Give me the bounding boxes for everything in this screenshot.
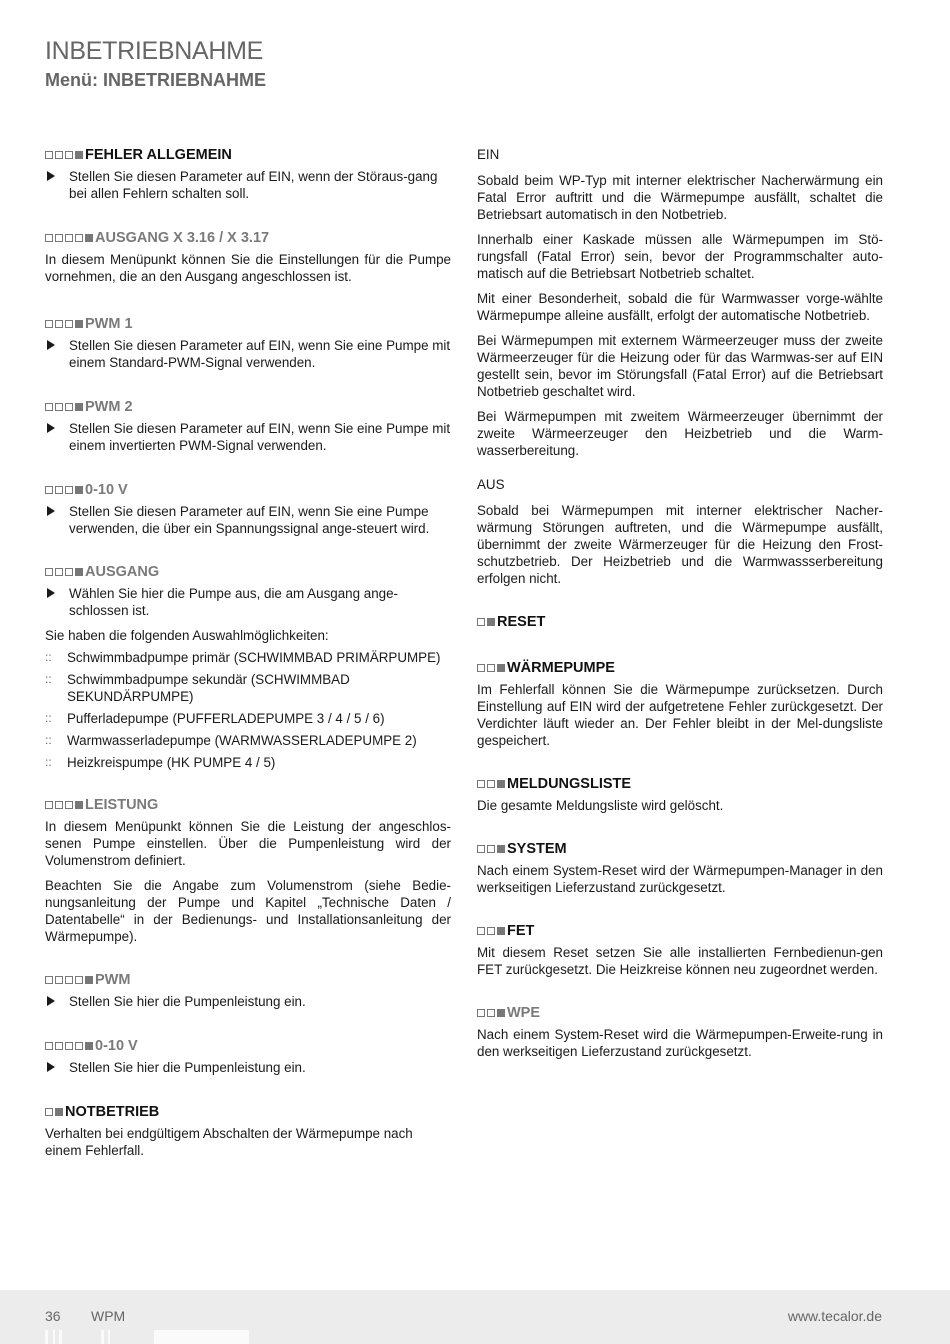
section-text: Nach einem System-Reset wird der Wärmepumpen-Manager in den werkseitigen Lieferzustand zurückgesetzt.	[477, 863, 883, 895]
option-ein-heading: EIN	[477, 147, 500, 162]
section-text: Mit diesem Reset setzen Sie alle installierten Fernbedienun-gen FET zurückgesetzt. Die Heizkreise können neu zugeordnet werden.	[477, 945, 883, 977]
section-title: SYSTEM	[507, 841, 567, 857]
level-icon	[45, 320, 83, 328]
dots-bullet-icon: ::	[45, 755, 52, 769]
level-icon	[45, 151, 83, 159]
list-item-text: Pufferladepumpe (PUFFERLADEPUMPE 3 / 4 / 5 / 6)	[67, 711, 385, 726]
level-icon	[477, 845, 505, 853]
triangle-bullet-icon	[47, 996, 55, 1006]
section-fet	[477, 922, 883, 940]
page-subtitle: Menü: INBETRIEBNAHME	[45, 70, 266, 90]
section-text: Beachten Sie die Angabe zum Volumenstrom (siehe Bedie-nungsanleitung der Pumpe und Kapitel „Technische Daten / Datentabelle“ in der Bedienungs- und Installationsanleitung der Wärmepumpe).	[45, 878, 451, 944]
section-wpe	[477, 1004, 883, 1022]
bullet-item	[45, 420, 451, 454]
dots-bullet-icon: ::	[45, 650, 52, 664]
section-text: Innerhalb einer Kaskade müssen alle Wärmepumpen im Stö-rungsfall (Fatal Error) sein, bevor der Programmschalter auto-matisch auf die Betriebsart Notbetrieb schaltet.	[477, 232, 883, 281]
section-text: Sobald bei Wärmepumpen mit interner elektrischer Nacher-wärmung Störungen auftreten, und die Wärmepumpe ausfällt, übernimmt der zweite Wärmerzeuger für die Heizung den Frost-schutzbetrieb. Der Heizbetrieb und die Warmwassserbereitung erfolgen nicht.	[477, 503, 883, 586]
section-pwm	[45, 971, 451, 989]
section-title: PWM 2	[85, 399, 133, 415]
page-footer	[0, 1290, 950, 1344]
list-item-text: Warmwasserladepumpe (WARMWASSERLADEPUMPE 2)	[67, 733, 417, 748]
level-icon	[45, 1108, 63, 1116]
triangle-bullet-icon	[47, 340, 55, 350]
website-url: www.tecalor.de	[787, 1308, 882, 1324]
section-title: FEHLER ALLGEMEIN	[85, 147, 232, 163]
section-pwm2	[45, 398, 451, 416]
section-text: Bei Wärmepumpen mit zweitem Wärmeerzeuger übernimmt der zweite Wärmeerzeuger den Heizbetrieb und die Warm-wasserbereitung.	[477, 409, 883, 458]
section-text: In diesem Menüpunkt können Sie die Einstellungen für die Pumpe vornehmen, die an den Ausgang angeschlossen ist.	[45, 252, 451, 284]
section-waermepumpe	[477, 659, 883, 677]
section-text: Verhalten bei endgültigem Abschalten der Wärmepumpe nach einem Fehlerfall.	[45, 1126, 413, 1158]
section-title: AUSGANG X 3.16 / X 3.17	[95, 230, 270, 246]
level-icon	[45, 568, 83, 576]
level-icon	[45, 976, 93, 984]
section-title: 0-10 V	[95, 1038, 138, 1054]
section-meldungsliste	[477, 775, 883, 793]
section-title: AUSGANG	[85, 564, 160, 580]
section-text: Sobald beim WP-Typ mit interner elektrischer Nacherwärmung ein Fatal Error auftritt und die Wärmepumpe ausfällt, schaltet die Betriebsart automatisch in den Notbetrieb.	[477, 173, 883, 222]
level-icon	[477, 618, 495, 626]
page-header	[45, 36, 266, 91]
bullet-text: Stellen Sie hier die Pumpenleistung ein.	[69, 1060, 306, 1075]
bullet-item	[45, 503, 451, 537]
section-pwm1	[45, 315, 451, 333]
document-name: WPM	[91, 1308, 126, 1324]
section-title: WPE	[507, 1005, 541, 1021]
level-icon	[477, 927, 505, 935]
bullet-item	[45, 585, 451, 619]
level-icon	[477, 664, 505, 672]
level-icon	[45, 234, 93, 242]
bullet-text: Stellen Sie diesen Parameter auf EIN, wenn Sie eine Pumpe verwenden, die über ein Spannungssignal ange-steuert wird.	[69, 504, 430, 536]
triangle-bullet-icon	[47, 171, 55, 181]
list-item-text: Heizkreispumpe (HK PUMPE 4 / 5)	[67, 755, 276, 770]
level-icon	[45, 801, 83, 809]
list-item	[45, 754, 451, 771]
section-title: FET	[507, 923, 535, 939]
list-item	[45, 732, 451, 749]
section-reset	[477, 613, 883, 631]
level-icon	[45, 403, 83, 411]
options-intro: Sie haben die folgenden Auswahlmöglichkeiten:	[45, 628, 329, 643]
bullet-text: Wählen Sie hier die Pumpe aus, die am Ausgang ange-schlossen ist.	[69, 586, 399, 618]
section-fehler-allgemein	[45, 146, 451, 164]
dots-bullet-icon: ::	[45, 672, 52, 686]
level-icon	[477, 780, 505, 788]
list-item	[45, 671, 451, 705]
triangle-bullet-icon	[47, 506, 55, 516]
footer-bar-pattern	[45, 1330, 250, 1344]
bullet-item	[45, 993, 451, 1010]
bullet-item	[45, 1059, 451, 1076]
section-text: Im Fehlerfall können Sie die Wärmepumpe zurücksetzen. Durch Einstellung auf EIN wird der aufgetretene Fehler zurückgesetzt. Der Verdichter läuft wieder an. Der Fehler bleibt in der Mel-dungsliste gespeichert.	[477, 682, 883, 748]
option-aus-heading: AUS	[477, 477, 505, 492]
page-title: INBETRIEBNAHME	[45, 37, 264, 65]
page-number: 36	[45, 1308, 61, 1324]
section-text: Die gesamte Meldungsliste wird gelöscht.	[477, 798, 724, 813]
level-icon	[45, 1042, 93, 1050]
section-ausgang-x	[45, 229, 451, 247]
section-leistung	[45, 796, 451, 814]
dots-bullet-icon: ::	[45, 711, 52, 725]
list-item-text: Schwimmbadpumpe sekundär (SCHWIMMBAD SEKUNDÄRPUMPE)	[67, 672, 350, 704]
section-text: Nach einem System-Reset wird die Wärmepumpen-Erweite-rung in den werkseitigen Lieferzustand zurückgesetzt.	[477, 1027, 883, 1059]
list-item-text: Schwimmbadpumpe primär (SCHWIMMBAD PRIMÄRPUMPE)	[67, 650, 441, 665]
section-ausgang	[45, 563, 451, 581]
bullet-item	[45, 168, 451, 202]
section-system	[477, 840, 883, 858]
section-title: 0-10 V	[85, 482, 128, 498]
section-text: Mit einer Besonderheit, sobald die für Warmwasser vorge-wählte Wärmepumpe alleine ausfällt, erfolgt der automatische Notbetrieb.	[477, 291, 883, 323]
section-title: RESET	[497, 614, 546, 630]
list-item	[45, 710, 451, 727]
bullet-text: Stellen Sie diesen Parameter auf EIN, wenn Sie eine Pumpe mit einem Standard-PWM-Signal verwenden.	[69, 338, 451, 370]
dots-bullet-icon: ::	[45, 733, 52, 747]
section-title: WÄRMEPUMPE	[507, 660, 615, 676]
section-0-10v-leistung	[45, 1037, 451, 1055]
section-title: LEISTUNG	[85, 797, 159, 813]
section-notbetrieb	[45, 1103, 451, 1121]
right-column	[477, 146, 883, 1068]
section-title: NOTBETRIEB	[65, 1104, 160, 1120]
triangle-bullet-icon	[47, 588, 55, 598]
bullet-text: Stellen Sie diesen Parameter auf EIN, wenn der Störaus-gang bei allen Fehlern schalten soll.	[69, 169, 438, 201]
level-icon	[477, 1009, 505, 1017]
section-title: PWM	[95, 972, 131, 988]
section-title: MELDUNGSLISTE	[507, 776, 632, 792]
left-column	[45, 146, 451, 1167]
bullet-text: Stellen Sie hier die Pumpenleistung ein.	[69, 994, 306, 1009]
section-text: Bei Wärmepumpen mit externem Wärmeerzeuger muss der zweite Wärmeerzeuger für die Heizung oder für das Warmwas-ser auf EIN gestellt sein, bevor im Störungsfall (Fatal Error) auf die Betriebsart Notbetrieb geschaltet wird.	[477, 333, 883, 399]
section-title: PWM 1	[85, 316, 133, 332]
bullet-item	[45, 337, 451, 371]
triangle-bullet-icon	[47, 423, 55, 433]
level-icon	[45, 486, 83, 494]
section-0-10v	[45, 481, 451, 499]
triangle-bullet-icon	[47, 1062, 55, 1072]
section-text: In diesem Menüpunkt können Sie die Leistung der angeschlos-senen Pumpe einstellen. Über die Pumpenleistung wird der Volumenstrom definiert.	[45, 819, 451, 868]
bullet-text: Stellen Sie diesen Parameter auf EIN, wenn Sie eine Pumpe mit einem invertierten PWM-Signal verwenden.	[69, 421, 451, 453]
list-item	[45, 649, 451, 666]
